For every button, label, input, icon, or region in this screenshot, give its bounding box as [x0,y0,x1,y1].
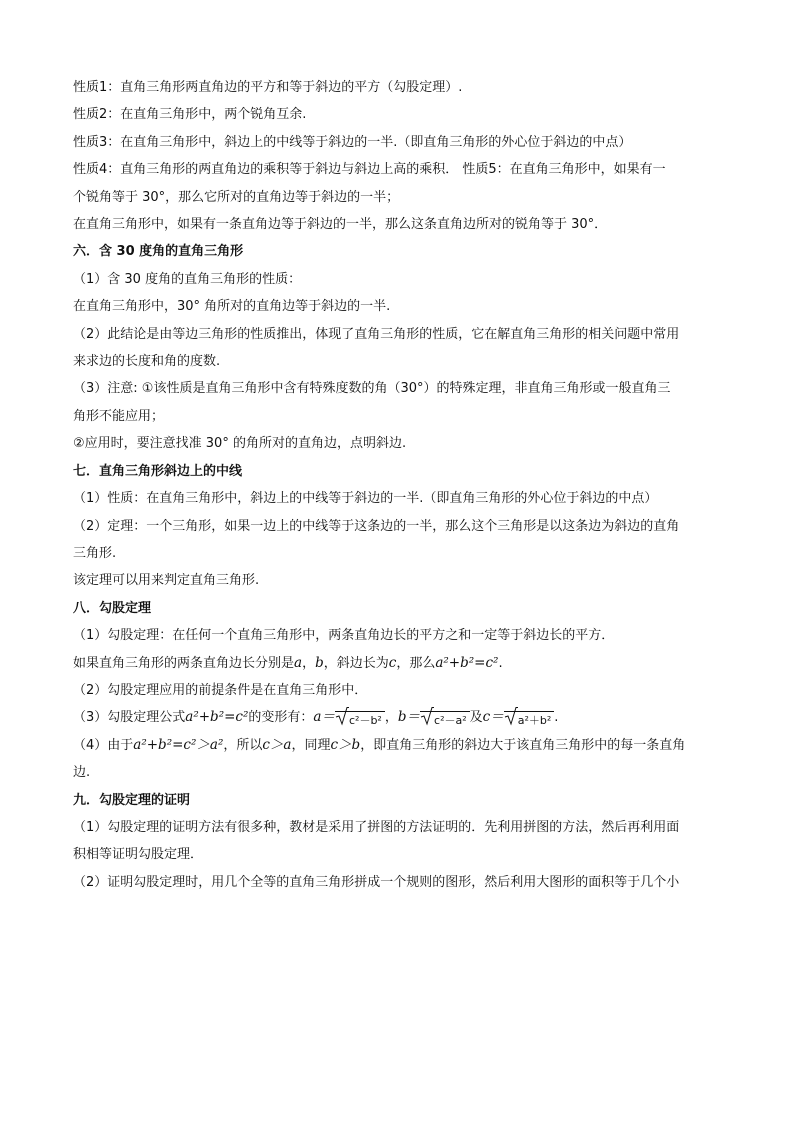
inequality: a²+b²=c²＞a² [133,736,224,753]
section-6-heading: 六．含 30 度角的直角三角形 [73,244,244,260]
text-run: （3）勾股定理公式 [73,710,186,726]
text-run: ，即直角三角形的斜边大于该直角三角形中的每一条直角 [360,737,686,753]
section-6-item-1-text: 在直角三角形中，30° 角所对的直角边等于斜边的一半. [73,299,391,315]
pythagorean-equation: a²+b²=c² [435,654,499,671]
comma: ， [384,710,398,726]
section-9-item-1-cont: 积相等证明勾股定理． [73,847,204,863]
text-run: ，同理 [291,737,331,753]
section-6-item-1: （1）含 30 度角的直角三角形的性质： [73,271,302,287]
section-6-item-3-note: ②应用时，要注意找准 30° 的角所对的直角边，点明斜边. [73,436,407,452]
b-equals: b＝ [397,709,421,726]
text-run: 如果直角三角形的两条直角边长分别是 [73,655,295,671]
section-8-item-4-cont: 边. [73,765,91,781]
c-greater-a: c＞a [262,736,292,753]
radical-b [420,707,470,728]
section-8-heading: 八．勾股定理 [73,600,152,616]
radical-c [504,707,555,728]
text-run: （4）由于 [73,737,134,753]
text-run: 的变形有： [248,710,314,726]
radical-sign-icon [504,707,518,725]
section-6-item-2: （2）此结论是由等边三角形的性质推出，体现了直角三角形的性质，它在解直角三角形的相关问题中常用 [73,326,680,342]
and-word: 及 [469,710,483,726]
radicand-c: a²＋b² [504,711,555,728]
radical-a [335,707,385,728]
property-2: 性质2：在直角三角形中，两个锐角互余. [73,107,307,123]
radical-sign-icon [420,707,434,725]
section-9-heading: 九．勾股定理的证明 [73,792,191,808]
radicand-a: c²－b² [335,711,385,728]
a-equals: a＝ [313,709,335,726]
section-8-item-3: （3）勾股定理公式a²+b²=c²的变形有：a＝ c²－b² ，b＝ c²－a² 及c＝ a²＋b² . [73,709,559,728]
c-greater-b: c＞b [330,736,361,753]
section-7-heading: 七．直角三角形斜边上的中线 [73,463,243,479]
c-equals: c＝ [482,709,504,726]
property-converse: 在直角三角形中，如果有一条直角边等于斜边的一半，那么这条直角边所对的锐角等于 30°． [73,217,608,233]
section-7-item-2: （2）定理：一个三角形，如果一边上的中线等于这条边的一半，那么这个三角形是以这条边为斜边的直角 [73,518,680,534]
var-b: b [315,654,324,671]
document-body [73,74,723,896]
property-3: 性质3：在直角三角形中，斜边上的中线等于斜边的一半.（即直角三角形的外心位于斜边的中点） [73,134,632,150]
section-7-note: 该定理可以用来判定直角三角形. [73,573,260,589]
var-a: a [294,654,303,671]
section-8-item-4 [73,732,723,759]
section-6-item-3-cont: 角形不能应用； [73,408,165,424]
section-6-item-3: （3）注意: ①该性质是直角三角形中含有特殊度数的角（30°）的特殊定理，非直角三角形或一般直角三 [73,381,671,397]
radical-sign-icon [335,707,349,725]
var-c: c [388,654,397,671]
section-9-item-1: （1）勾股定理的证明方法有很多种，教材是采用了拼图的方法证明的．先利用拼图的方法，然后再利用面 [73,819,680,835]
section-7-item-2-cont: 三角形. [73,545,117,561]
property-4-5: 性质4：直角三角形的两直角边的乘积等于斜边与斜边上高的乘积． 性质5：在直角三角形中，如果有一 [73,162,666,178]
section-8-item-1: （1）勾股定理：在任何一个直角三角形中，两条直角边长的平方之和一定等于斜边长的平方． [73,628,615,644]
section-6-item-2-cont: 来求边的长度和角的度数. [73,354,221,370]
property-1: 性质1：直角三角形两直角边的平方和等于斜边的平方（勾股定理）. [73,80,463,95]
section-7-item-1: （1）性质：在直角三角形中，斜边上的中线等于斜边的一半.（即直角三角形的外心位于斜边的中点） [73,491,658,507]
section-8-item-2: （2）勾股定理应用的前提条件是在直角三角形中． [73,682,368,698]
comma: ， [302,655,316,671]
text-run: ，那么 [396,655,436,671]
text-run: ，所以 [223,737,263,753]
property-5-cont: 个锐角等于 30°，那么它所对的直角边等于斜边的一半； [73,189,400,205]
pythagorean-equation: a²+b²=c² [185,709,249,726]
section-8-item-1-formula: 如果直角三角形的两条直角边长分别是a，b，斜边长为c，那么a²+b²=c². [73,654,503,671]
radicand-b: c²－a² [420,711,470,728]
text-run: ，斜边长为 [323,655,389,671]
section-9-item-2: （2）证明勾股定理时，用几个全等的直角三角形拼成一个规则的图形，然后利用大图形的面积等于几个小 [73,874,680,890]
